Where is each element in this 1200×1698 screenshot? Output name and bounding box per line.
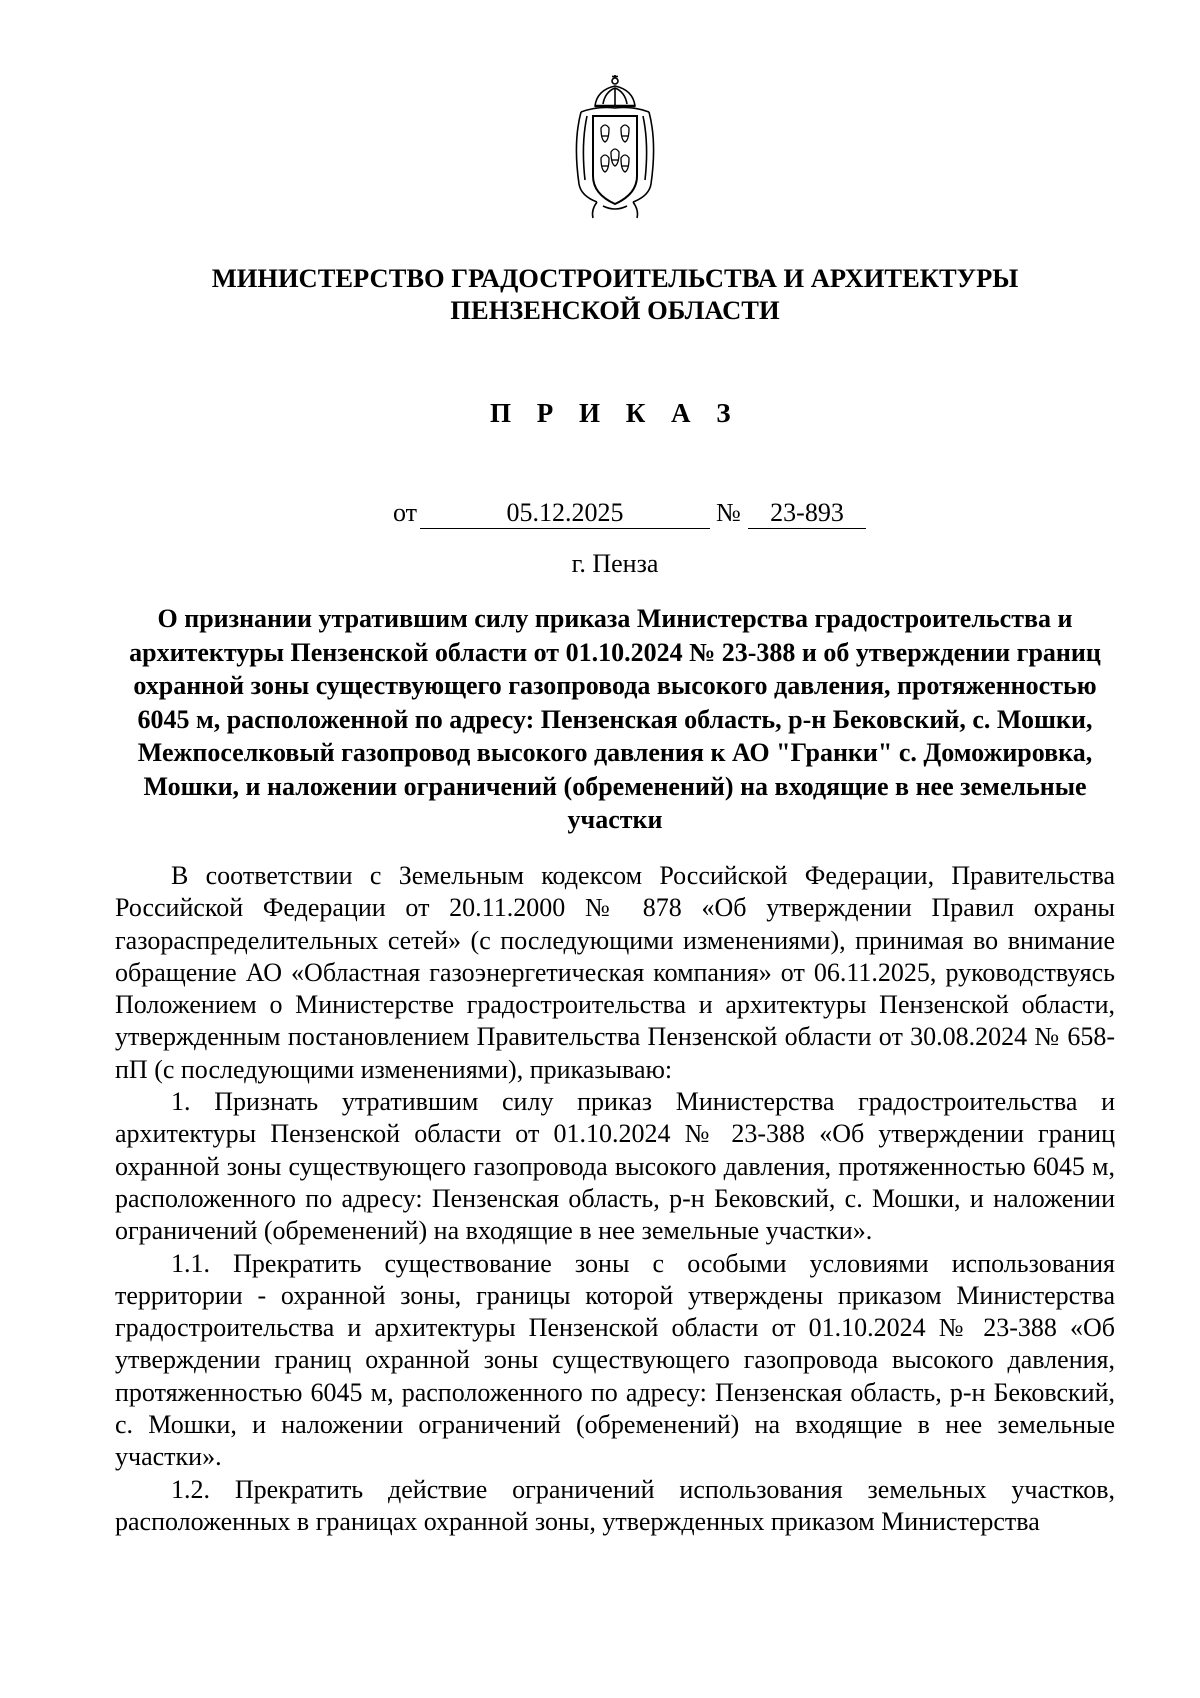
- document-body: [115, 860, 1115, 1538]
- clause-1-2-paragraph: 1.2. Прекратить действие ограничений использования земельных участков, расположенных в границах охранной зоны, утвержденных приказом Министерства: [115, 1474, 1115, 1536]
- order-date: 05.12.2025: [420, 498, 710, 529]
- city-name: г. Пенза: [571, 549, 659, 578]
- number-label: №: [716, 498, 741, 527]
- date-from-label: от: [393, 498, 418, 527]
- order-number: 23-893: [748, 498, 866, 529]
- ministry-name: [150, 262, 1080, 326]
- clause-1-1-paragraph: 1.1. Прекратить существование зоны с особыми условиями использования территории - охранной зоны, границы которой утверждены приказом Министерства градостроительства и архитектуры Пензенской области от 01.10.2024 № 23-388 «Об утверждении границ охранной зоны существующего газопровода высокого давления, протяженностью 6045 м, расположенного по адресу: Пензенская область, р-н Бековский, с. Мошки, и наложении ограничений (обременений) на входящие в нее земельные участки».: [115, 1248, 1115, 1472]
- preamble-paragraph: В соответствии с Земельным кодексом Российской Федерации, Правительства Российской Федерации от 20.11.2000 № 878 «Об утверждении Правил охраны газораспределительных сетей» (с последующими изменениями), принимая во внимание обращение АО «Областная газоэнергетическая компания» от 06.11.2025, руководствуясь Положением о Министерстве градостроительства и архитектуры Пензенской области, утвержденным постановлением Правительства Пензенской области от 30.08.2024 № 658-пП (с последующими изменениями), приказываю:: [115, 861, 1115, 1084]
- penza-coat-of-arms-icon: [567, 72, 663, 220]
- order-subject-heading: О признании утратившим силу приказа Министерства градостроительства и архитектуры Пензенской области от 01.10.2024 № 23-388 и об утверждении границ охранной зоны существующего газопровода высокого давления, протяженностью 6045 м, расположенной по адресу: Пензенская область, р-н Бековский, с. Мошки, Межпоселковый газопровод высокого давления к АО "Гранки" с. Доможировка, Мошки, и наложении ограничений (обременений) на входящие в нее земельные участки: [129, 604, 1101, 834]
- ministry-name-line-2: ПЕНЗЕНСКОЙ ОБЛАСТИ: [450, 295, 780, 325]
- clause-1-paragraph: 1. Признать утратившим силу приказ Министерства градостроительства и архитектуры Пензенской области от 01.10.2024 № 23-388 «Об утверждении границ охранной зоны существующего газопровода высокого давления, протяженностью 6045 м, расположенного по адресу: Пензенская область, р-н Бековский, с. Мошки, и наложении ограничений (обременений) на входящие в нее земельные участки».: [115, 1087, 1115, 1246]
- document-type-title: П Р И К А З: [489, 398, 741, 428]
- ministry-name-line-1: МИНИСТЕРСТВО ГРАДОСТРОИТЕЛЬСТВА И АРХИТЕКТУРЫ: [211, 263, 1019, 293]
